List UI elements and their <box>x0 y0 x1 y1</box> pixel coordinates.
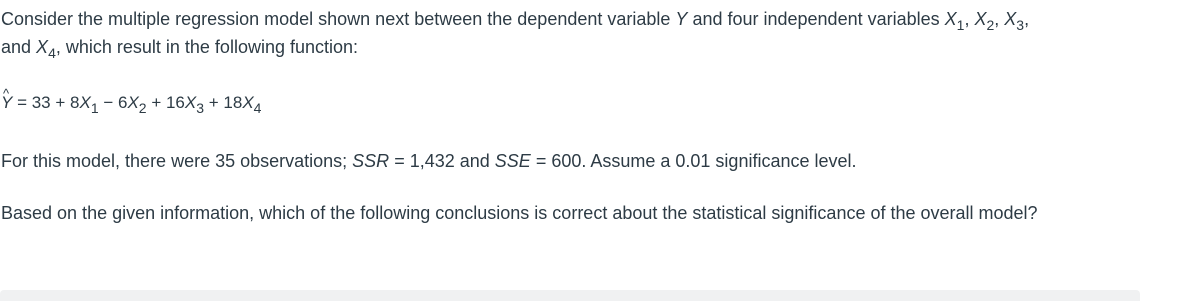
and-word: and <box>1 37 37 57</box>
sse-value: = 600. Assume a 0.01 significance level. <box>530 151 857 171</box>
answer-options-area[interactable] <box>0 290 1140 301</box>
subscript-1: 1 <box>956 17 965 33</box>
variable-x3: X <box>1004 9 1017 29</box>
trailing-comma: , <box>1024 9 1030 29</box>
subscript-2: 2 <box>986 17 995 33</box>
subscript-4: 4 <box>48 45 56 61</box>
intro-text-3: , which result in the following function: <box>55 37 359 57</box>
variable-x1: X <box>944 9 957 29</box>
intro-text-2: and four independent variables <box>687 9 945 29</box>
intro-text: Consider the multiple regression model shown next between the dependent variable <box>1 9 676 29</box>
eq-subscript-2: 2 <box>138 100 147 116</box>
question-intro-line2 <box>1 36 359 61</box>
regression-equation <box>1 92 261 114</box>
equation-intercept: = 33 + 8 <box>12 93 80 112</box>
separator: , <box>964 9 975 29</box>
y-hat: ^ Y <box>1 92 12 114</box>
eq-subscript-3: 3 <box>196 100 205 116</box>
separator: , <box>994 9 1005 29</box>
eq-x1: X <box>79 93 91 112</box>
eq-subscript-1: 1 <box>90 100 99 116</box>
observations-line <box>1 150 857 172</box>
equation-term-4: + 18 <box>204 93 243 112</box>
sse-label: SSE <box>494 151 531 171</box>
eq-subscript-4: 4 <box>253 100 262 116</box>
ssr-label: SSR <box>352 151 390 171</box>
eq-x4: X <box>242 93 254 112</box>
question-intro-line1 <box>1 8 1030 33</box>
equation-term-3: + 16 <box>146 93 185 112</box>
variable-x2: X <box>974 9 987 29</box>
equation-term-2: − 6 <box>98 93 128 112</box>
subscript-3: 3 <box>1016 17 1025 33</box>
ssr-value: = 1,432 and <box>389 151 495 171</box>
eq-x2: X <box>127 93 139 112</box>
eq-x3: X <box>184 93 197 112</box>
observations-text: For this model, there were 35 observations; <box>1 151 353 171</box>
question-prompt: Based on the given information, which of the following conclusions is correct about the statistical significance of the overall model? <box>1 203 1038 223</box>
dependent-variable: Y <box>675 9 688 29</box>
variable-x4: X <box>36 37 49 57</box>
